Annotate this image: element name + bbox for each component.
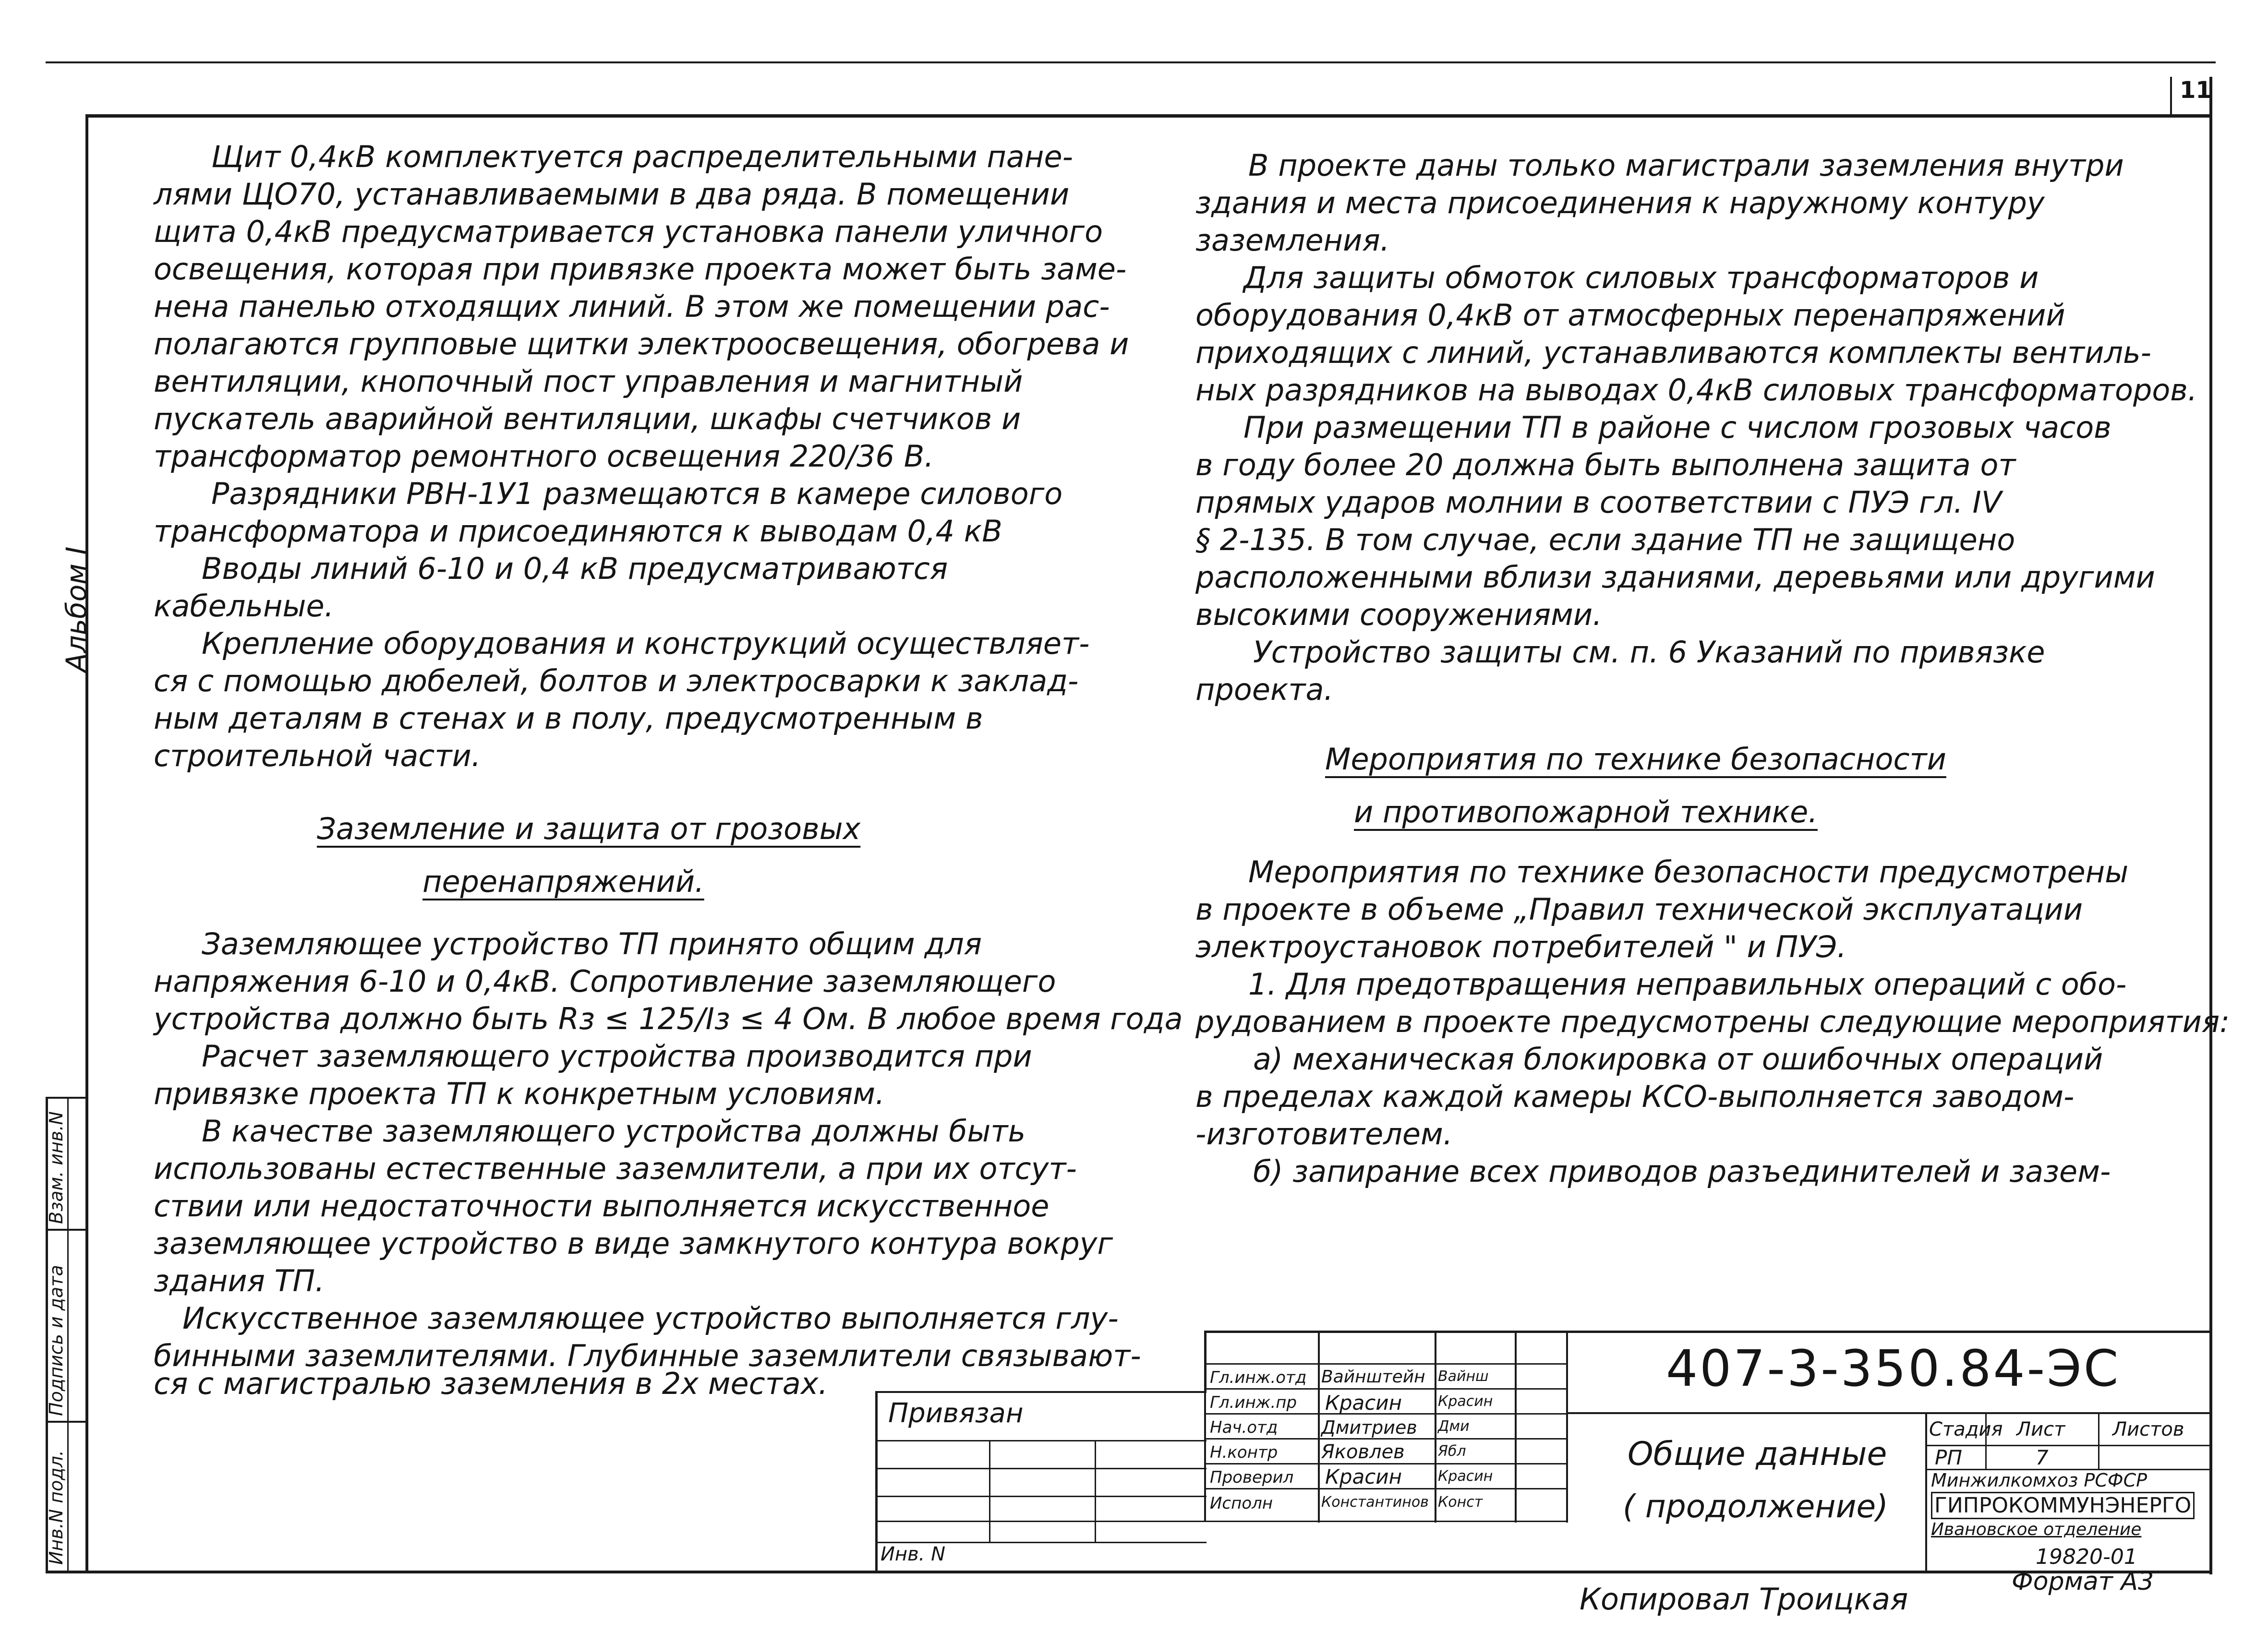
frame-right [2209,77,2212,1574]
left-line-25: В качестве заземляющего устройства должны быть [202,1114,1026,1149]
tb-inv-label: Инв. N [881,1543,945,1565]
tb-design-bottom [1566,1412,2211,1414]
left-line-22: устройства должно быть Rз ≤ 125/Iз ≤ 4 Ом. В любое время года [154,1001,1183,1036]
side-strip-mid [67,1097,69,1572]
left-line-5: нена панелью отходящих линий. В этом же помещении рас- [154,289,1110,324]
stage-header: Стадия [1929,1418,2003,1440]
stage-value: РП [1935,1446,1962,1469]
right-section-heading-1: Мероприятия по технике безопасности [1325,742,1946,777]
right-line-15: проекта. [1195,672,1334,707]
copied-by: Копировал Троицкая [1580,1582,1908,1617]
left-line-3: щита 0,4кВ предусматривается установка панели уличного [154,214,1103,249]
sig-sign-1: Вайнш [1438,1368,1489,1385]
sig-role-1: Гл.инж.отд [1210,1368,1307,1387]
right-line-4: Для защиты обмоток силовых трансформаторов и [1243,260,2039,295]
side-label-inv-orig: Инв.N подл. [46,1450,67,1565]
org-line-2: ГИПРОКОММУНЭНЕРГО [1931,1492,2195,1519]
tb-sig-row5 [1205,1463,1568,1464]
tb-privyazan-row1 [875,1440,1206,1441]
sig-sign-2: Красин [1438,1393,1493,1410]
right-line-5: оборудования 0,4кВ от атмосферных перенапряжений [1195,298,2065,333]
page-number-box-left [2170,77,2172,116]
tb-sig-col2 [1435,1331,1436,1523]
tb-title-right [1925,1412,1927,1572]
side-strip-top [46,1097,87,1099]
left-line-7: вентиляции, кнопочный пост управления и магнитный [154,364,1023,399]
org-line-1: Минжилкомхоз РСФСР [1931,1470,2147,1491]
left-line-15: ся с помощью дюбелей, болтов и электросварки к заклад- [154,663,1079,698]
left-line-9: трансформатор ремонтного освещения 220/36 В. [154,439,934,474]
right-line-3: заземления. [1195,223,1390,258]
left-line-24: привязке проекта ТП к конкретным условиям. [154,1076,885,1111]
left-line-23: Расчет заземляющего устройства производится при [202,1039,1032,1074]
side-label-sign-date: Подпись и дата [46,1265,67,1416]
right-line-23: а) механическая блокировка от ошибочных операций [1253,1042,2103,1077]
side-label-replaced-inv: Взам. инв.N [46,1111,67,1224]
right-line-22: рудованием в проекте предусмотрены следующие мероприятия: [1195,1004,2230,1039]
right-line-12: расположенными вблизи зданиями, деревьями или другими [1195,560,2155,595]
left-section-heading-2: перенапряжений. [422,864,704,899]
sig-sign-5: Красин [1438,1468,1493,1485]
left-line-17: строительной части. [154,738,481,773]
right-line-19: в проекте в объеме „Правил технической эксплуатации [1195,892,2083,927]
tb-sig-col4 [1566,1331,1568,1523]
left-line-14: Крепление оборудования и конструкций осуществляет- [202,626,1090,661]
tb-sig-col3 [1515,1331,1517,1523]
left-line-20: Заземляющее устройство ТП принято общим для [202,926,982,961]
left-line-32: ся с магистралью заземления в 2х местах. [154,1366,828,1401]
top-edge-line [46,61,2216,63]
side-strip-div1 [46,1229,87,1231]
sig-name-1: Вайнштейн [1321,1367,1425,1387]
tb-privyazan-row2 [875,1468,1206,1469]
left-line-12: Вводы линий 6-10 и 0,4 кВ предусматриваются [202,551,948,586]
frame-top [86,114,2212,118]
right-line-18: Мероприятия по технике безопасности предусмотрены [1248,854,2129,889]
left-line-28: заземляющее устройство в виде замкнутого контура вокруг [154,1226,1113,1261]
format-label: Формат А3 [2012,1567,2154,1596]
right-line-7: ных разрядников на выводах 0,4кВ силовых трансформаторов. [1195,372,2197,408]
sig-sign-6: Конст [1438,1494,1483,1511]
left-line-13: кабельные. [154,588,334,624]
sig-name-6: Константинов [1321,1494,1429,1511]
left-line-10: Разрядники РВН-1У1 размещаются в камере силового [211,476,1063,511]
tb-top [1205,1331,2211,1333]
doc-title-line2: ( продолжение) [1623,1488,1888,1525]
tb-privyazan-vline2 [1095,1440,1096,1542]
left-line-1: Щит 0,4кВ комплектуется распределительными пане- [211,139,1073,174]
left-line-4: освещения, которая при привязке проекта может быть заме- [154,252,1127,287]
right-line-13: высокими сооружениями. [1195,597,1602,632]
sig-name-4: Яковлев [1321,1441,1405,1463]
sheet-value: 7 [2036,1446,2049,1469]
left-line-16: ным деталям в стенах и в полу, предусмотренным в [154,701,983,736]
doc-title-line1: Общие данные [1628,1435,1887,1473]
left-line-30: Искусственное заземляющее устройство выполняется глу- [182,1301,1119,1336]
designation-code: 407-3-350.84-ЭС [1666,1339,2121,1398]
left-line-29: здания ТП. [154,1263,325,1298]
sig-sign-4: Ябл [1438,1443,1466,1460]
sig-name-3: Дмитриев [1321,1417,1417,1438]
left-line-21: напряжения 6-10 и 0,4кВ. Сопротивление заземляющего [154,964,1056,999]
left-line-2: лями ЩО70, устанавливаемыми в два ряда. В помещении [154,177,1070,212]
right-line-6: приходящих с линий, устанавливаются комплекты вентиль- [1195,335,2151,370]
tb-sig-row7 [1205,1521,1568,1522]
left-line-6: полагаются групповые щитки электроосвещения, обогрева и [154,326,1129,361]
sig-role-2: Гл.инж.пр [1210,1393,1297,1412]
sig-role-3: Нач.отд [1210,1418,1278,1437]
frame-left [85,114,88,1573]
right-line-25: -изготовителем. [1195,1116,1453,1152]
tb-sig-row2 [1205,1388,1568,1390]
left-line-27: ствии или недостаточности выполняется искусственное [154,1188,1050,1224]
order-number: 19820-01 [2036,1545,2137,1569]
tb-privyazan-top [875,1391,1206,1393]
sheet-header: Лист [2016,1418,2065,1440]
page-number: 11 [2180,77,2212,104]
tb-sig-row1 [1205,1363,1568,1365]
sig-role-5: Проверил [1210,1468,1294,1487]
sig-role-6: Исполн [1210,1494,1273,1513]
frame-bottom [46,1571,2212,1573]
tb-stage-row1 [1925,1445,2211,1446]
sig-sign-3: Дми [1438,1418,1470,1435]
right-line-2: здания и места присоединения к наружному контуру [1195,185,2045,220]
org-line-3: Ивановское отделение [1931,1520,2142,1539]
left-section-heading-1: Заземление и защита от грозовых [317,811,861,846]
left-line-11: трансформатора и присоединяются к выводам 0,4 кВ [154,514,1002,549]
right-line-9: в году более 20 должна быть выполнена защита от [1195,447,2016,482]
left-line-31: бинными заземлителями. Глубинные заземлители связывают- [154,1338,1141,1373]
tb-privyazan-label: Привязан [888,1398,1024,1429]
right-line-11: § 2-135. В том случае, если здание ТП не защищено [1195,522,2015,557]
right-line-24: в пределах каждой камеры КСО-выполняется заводом- [1195,1079,2075,1114]
tb-privyazan-row4 [875,1521,1206,1522]
right-line-1: В проекте даны только магистрали заземления внутри [1248,148,2124,183]
sheets-header: Листов [2112,1418,2184,1440]
album-label: Альбом I [60,546,93,672]
tb-sig-col1 [1318,1331,1320,1523]
side-strip-div2 [46,1421,87,1423]
tb-sig-leftline [1204,1363,1206,1522]
sig-name-2: Красин [1325,1391,1402,1415]
right-line-8: При размещении ТП в районе с числом грозовых часов [1243,410,2111,445]
sig-name-5: Красин [1325,1465,1402,1488]
tb-privyazan-row3 [875,1496,1206,1497]
tb-stage-col2 [2098,1412,2099,1470]
left-line-26: использованы естественные заземлители, а при их отсут- [154,1151,1077,1186]
right-line-21: 1. Для предотвращения неправильных операций с обо- [1248,967,2127,1002]
right-line-10: прямых ударов молнии в соответствии с ПУЭ гл. IV [1195,485,2002,520]
tb-left-outer [875,1391,878,1572]
sig-role-4: Н.контр [1210,1443,1278,1462]
right-section-heading-2: и противопожарной технике. [1354,794,1818,829]
left-line-8: пускатель аварийной вентиляции, шкафы счетчиков и [154,401,1021,436]
right-line-26: б) запирание всех приводов разъединителей и зазем- [1253,1154,2111,1189]
right-line-20: электроустановок потребителей " и ПУЭ. [1195,929,1846,964]
tb-privyazan-vline [989,1440,990,1542]
tb-sig-row4 [1205,1438,1568,1440]
right-line-14: Устройство защиты см. п. 6 Указаний по привязке [1253,635,2045,670]
